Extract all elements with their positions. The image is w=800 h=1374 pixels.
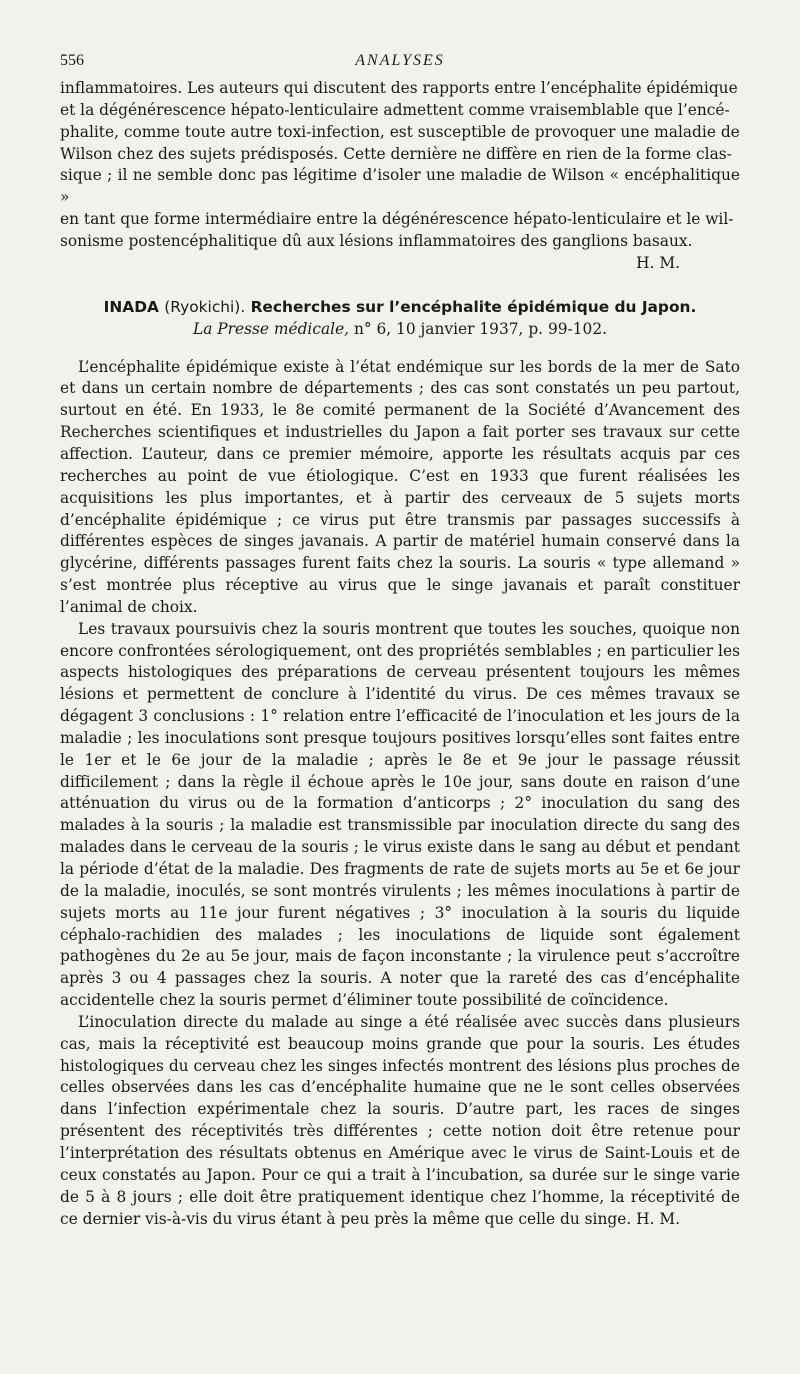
page-number: 556 (60, 52, 84, 69)
final-signature: H. M. (636, 1209, 680, 1228)
prev-line: inflammatoires. Les auteurs qui discutent des rapports entre l’encéphalite épidémique (60, 79, 738, 97)
body-paragraph: L’inoculation directe du malade au singe a été réalisée avec succès dans plusieurs cas, mais la réceptivité est beaucoup moins grande que pour la souris. Les études histologiques du cerveau chez les singes infectés montrent des lésions plus proches de celles observées dans les cas d’encéphalite humaine que ne le sont celles observées dans l’infection expérimentale chez la souris. D’autre part, les races de singes présentent des réceptivités très différentes ; cette notion doit être retenue pour l’interprétation des résultats obtenus en Amérique avec le virus de Saint-Louis et de ceux constatés au Japon. Pour ce qui a trait à l’incubation, sa durée sur le singe varie de 5 à 8 jours ; elle doit être pratiquement identique chez l’homme, la réceptivité de ce dernier vis-à-vis du virus étant à peu près la même que celle du singe. (60, 1012, 740, 1228)
body-paragraph: Les travaux poursuivis chez la souris montrent que toutes les souches, quoique non encore confrontées sérologiquement, ont des propriétés semblables ; en particulier les aspects histologiques des préparations de cerveau présentent toujours les mêmes lésions et permettent de conclure à l’identité du virus. De ces mêmes travaux se dégagent 3 conclusions : 1° relation entre l’efficacité de l’inoculation et les jours de la maladie ; les inoculations sont presque toujours positives lorsqu’elles sont faites entre le 1er et le 6e jour de la maladie ; après le 8e et 9e jour le passage réussit difficilement ; dans la règle il échoue après le 10e jour, sans doute en raison d’une atténuation du virus ou de la formation d’anticorps ; 2° inoculation du sang des malades à la souris ; la maladie est transmissible par inoculation directe du sang des malades dans le cerveau de la souris ; le virus existe dans le sang au début et pendant la période d’état de la maladie. Des fragments de rate de sujets morts au 5e et 6e jour de la maladie, inoculés, se sont montrés virulents ; les mêmes inoculations à partir de sujets morts au 11e jour furent négatives ; 3° inoculation à la souris du liquide céphalo-rachidien des malades ; les inoculations de liquide sont également pathogènes du 2e au 5e jour, mais de façon inconstante ; la virulence peut s’accroître après 3 ou 4 passages chez la souris. A noter que la rareté des cas d’encéphalite accidentelle chez la souris permet d’éliminer toute possibilité de coïncidence. (60, 619, 740, 1010)
running-head: ANALYSES (355, 52, 445, 69)
prev-line: sique ; il ne semble donc pas légitime d’isoler une maladie de Wilson « encéphalitique » (60, 166, 740, 207)
prev-line: Wilson chez des sujets prédisposés. Cette dernière ne diffère en rien de la forme clas- (60, 144, 732, 163)
prev-line: sonisme postencéphalitique dû aux lésions inflammatoires des ganglions basaux. (60, 231, 693, 250)
citation: n° 6, 10 janvier 1937, p. 99-102. (353, 319, 608, 338)
body-paragraph: L’encéphalite épidémique existe à l’état endémique sur les bords de la mer de Sato et dans un certain nombre de départements ; des cas sont constatés un peu partout, surtout en été. En 1933, le 8e comité permanent de la Société d’Avancement des Recherches scientifiques et industrielles du Japon a fait porter ses travaux sur cette affection. L’auteur, dans ce premier mémoire, apporte les résultats acquis par ces recherches au point de vue étiologique. C’est en 1933 que furent réalisées les acquisitions les plus importantes, et à partir des cerveaux de 5 sujets morts d’encéphalite épidémique ; ce virus put être transmis par passages successifs à différentes espèces de singes javanais. A partir de matériel humain conservé dans la glycérine, différents passages furent faits chez la souris. La souris « type allemand » s’est montrée plus réceptive au virus que le singe javanais et paraît constituer l’animal de choix. (60, 357, 740, 616)
page (60, 52, 740, 1230)
entry-title-text: Recherches sur l’encéphalite épidémique du Japon. (250, 297, 697, 316)
prev-line: et la dégénérescence hépato-lenticulaire admettent comme vraisemblable que l’encé- (60, 100, 730, 119)
entry-source (60, 318, 740, 340)
previous-review (60, 78, 740, 275)
page-header (60, 52, 740, 78)
review-body (60, 357, 740, 1231)
prev-line: phalite, comme toute autre toxi-infection, est susceptible de provoquer une maladie de (60, 122, 740, 141)
entry-author-first: (Ryokichi). (164, 297, 246, 316)
entry-author: INADA (103, 297, 159, 316)
prev-line: en tant que forme intermédiaire entre la dégénérescence hépato-lenticulaire et le wil- (60, 210, 734, 229)
entry-title (60, 296, 740, 318)
review-signature: H. M. (636, 253, 680, 272)
journal-name: La Presse médicale, (192, 319, 350, 338)
